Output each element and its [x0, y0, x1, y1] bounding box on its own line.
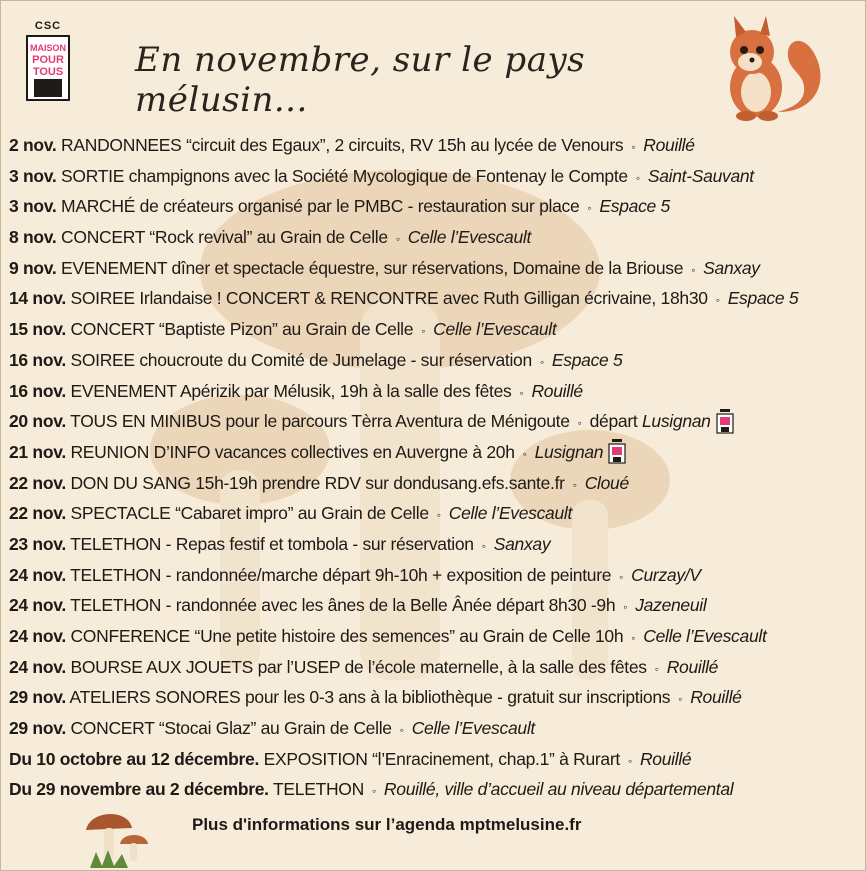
event-row: [9, 161, 859, 192]
event-text: TELETHON - randonnée avec les ânes de la Belle Ânée départ 8h30 -9h: [70, 595, 616, 616]
event-text: TELETHON - Repas festif et tombola - sur réservation: [70, 533, 474, 554]
event-place: Sanxay: [493, 533, 551, 554]
event-date: 8 nov.: [9, 227, 57, 248]
event-text: DON DU SANG 15h-19h prendre RDV sur dondusang.efs.sante.fr: [70, 472, 565, 493]
logo-line-1: MAISON: [30, 43, 66, 53]
event-text: CONCERT “Stocai Glaz” au Grain de Celle: [70, 718, 392, 739]
event-row: [9, 191, 859, 222]
event-text: REUNION D’INFO vacances collectives en Auvergne à 20h: [70, 441, 515, 462]
event-date: 29 nov.: [9, 718, 66, 739]
separator-icon: ◦: [519, 385, 524, 400]
logo-m-mark: [34, 79, 62, 97]
event-row: [9, 682, 859, 713]
event-date: 3 nov.: [9, 165, 57, 186]
event-text: SOIREE choucroute du Comité de Jumelage - sur réservation: [70, 349, 532, 370]
event-date: 22 nov.: [9, 503, 66, 524]
event-date: 22 nov.: [9, 472, 66, 493]
separator-icon: ◦: [395, 232, 400, 247]
event-row: [9, 590, 859, 621]
logo-line-3: TOUS: [32, 66, 64, 78]
event-date: 24 nov.: [9, 626, 66, 646]
separator-icon: ◦: [631, 140, 636, 154]
event-text: SORTIE champignons avec la Société Mycologique de Fontenay le Compte: [61, 165, 628, 186]
event-place: Celle l’Evescault: [433, 319, 557, 340]
separator-icon: ◦: [371, 784, 376, 799]
event-place: Sanxay: [703, 257, 760, 278]
logo-line-2: POUR: [32, 54, 64, 66]
event-place: Rouillé, ville d’accueil au niveau départemental: [383, 779, 734, 800]
separator-icon: ◦: [654, 661, 659, 676]
event-row: [9, 314, 859, 345]
event-row: [9, 560, 859, 591]
squirrel-illustration: [716, 12, 826, 124]
event-date: 15 nov.: [9, 319, 66, 340]
separator-icon: ◦: [631, 631, 636, 645]
event-place: Celle l’Evescault: [448, 503, 573, 524]
event-place: Cloué: [584, 472, 629, 493]
event-date: 24 nov.: [9, 564, 66, 585]
event-date: Du 29 novembre au 2 décembre.: [9, 779, 269, 800]
event-text: ATELIERS SONORES pour les 0-3 ans à la bibliothèque - gratuit sur inscriptions: [69, 687, 671, 708]
event-place: Jazeneuil: [635, 595, 707, 616]
event-text: TELETHON - randonnée/marche départ 9h-10h + exposition de peinture: [70, 564, 612, 585]
event-date: 14 nov.: [9, 288, 66, 309]
event-text: CONCERT “Baptiste Pizon” au Grain de Celle: [70, 319, 414, 340]
separator-icon: ◦: [623, 600, 628, 615]
event-row: [9, 713, 859, 744]
event-date: 20 nov.: [9, 411, 66, 432]
event-text: SOIREE Irlandaise ! CONCERT & RENCONTRE avec Ruth Gilligan écrivaine, 18h30: [70, 288, 708, 309]
event-date: 23 nov.: [9, 533, 66, 554]
mushrooms-illustration: [84, 806, 164, 868]
event-date: Du 10 octobre au 12 décembre.: [9, 748, 260, 769]
event-place: Celle l’Evescault: [643, 626, 767, 646]
event-place: Rouillé: [666, 656, 719, 677]
event-place: Celle l’Evescault: [407, 227, 532, 248]
event-row: [9, 529, 859, 560]
event-row: [9, 468, 859, 499]
event-text: CONCERT “Rock revival” au Grain de Celle: [61, 227, 388, 248]
event-place: Rouillé: [531, 380, 583, 401]
separator-icon: ◦: [587, 201, 592, 216]
event-place: Lusignan: [641, 411, 711, 432]
separator-icon: ◦: [691, 262, 696, 277]
page-title: En novembre, sur le pays mélusin...: [135, 40, 586, 120]
event-text: MARCHÉ de créateurs organisé par le PMBC - restauration sur place: [61, 196, 580, 217]
separator-icon: ◦: [619, 569, 624, 584]
mpt-mini-logo-icon: [607, 438, 627, 464]
event-place: Curzay/V: [631, 564, 701, 585]
separator-icon: ◦: [436, 508, 441, 523]
footer-info: Plus d'informations sur l’agenda mptmelusine.fr: [192, 815, 582, 834]
event-row: [9, 283, 859, 314]
separator-icon: ◦: [572, 477, 577, 492]
event-row: [9, 774, 859, 805]
separator-icon: ◦: [539, 354, 544, 369]
separator-icon: ◦: [577, 416, 582, 431]
logo-box: [26, 35, 70, 101]
events-list: [9, 130, 859, 805]
separator-icon: ◦: [481, 538, 486, 553]
event-text: BOURSE AUX JOUETS par l’USEP de l’école maternelle, à la salle des fêtes: [70, 656, 647, 677]
event-text: EXPOSITION “l’Enracinement, chap.1” à Rurart: [263, 748, 620, 769]
event-text: TELETHON: [273, 779, 364, 800]
event-row: [9, 744, 859, 775]
event-text: EVENEMENT dîner et spectacle équestre, sur réservations, Domaine de la Briouse: [61, 257, 684, 278]
event-date: 24 nov.: [9, 595, 66, 616]
event-date: 21 nov.: [9, 441, 66, 462]
separator-icon: ◦: [627, 753, 632, 768]
event-row: [9, 437, 859, 468]
event-date: 3 nov.: [9, 196, 57, 217]
event-text: RANDONNEES “circuit des Egaux”, 2 circuits, RV 15h au lycée de Venours: [61, 135, 624, 155]
event-date: 2 nov.: [9, 135, 57, 155]
event-place: Rouillé: [690, 687, 742, 708]
event-text: CONFERENCE “Une petite histoire des semences” au Grain de Celle 10h: [70, 626, 624, 646]
event-place: Espace 5: [599, 196, 670, 217]
separator-icon: ◦: [635, 170, 640, 185]
maison-pour-tous-logo: [22, 20, 74, 106]
event-place: Espace 5: [727, 288, 799, 309]
event-row: [9, 621, 859, 652]
logo-csc-text: CSC: [34, 20, 62, 32]
event-place-prefix: départ: [589, 411, 638, 432]
event-place: Espace 5: [551, 349, 623, 370]
separator-icon: ◦: [421, 324, 426, 339]
event-text: EVENEMENT Apérizik par Mélusik, 19h à la salle des fêtes: [70, 380, 512, 401]
event-row: [9, 406, 859, 437]
mpt-mini-logo-icon: [715, 408, 735, 434]
event-row: [9, 222, 859, 253]
event-row: [9, 345, 859, 376]
event-row: [9, 498, 859, 529]
event-row: [9, 652, 859, 683]
event-place: Saint-Sauvant: [647, 165, 754, 186]
event-text: SPECTACLE “Cabaret impro” au Grain de Celle: [70, 503, 429, 524]
event-date: 16 nov.: [9, 349, 66, 370]
event-place: Rouillé: [643, 135, 695, 155]
event-place: Rouillé: [639, 748, 692, 769]
event-text: TOUS EN MINIBUS pour le parcours Tèrra Aventura de Ménigoute: [70, 411, 570, 432]
separator-icon: ◦: [399, 723, 404, 738]
event-row: [9, 130, 859, 161]
separator-icon: ◦: [715, 293, 720, 308]
separator-icon: ◦: [522, 446, 527, 461]
event-date: 16 nov.: [9, 380, 66, 401]
event-place: Celle l’Evescault: [411, 718, 535, 739]
event-date: 24 nov.: [9, 656, 66, 677]
event-date: 29 nov.: [9, 687, 66, 708]
event-place: Lusignan: [534, 441, 604, 462]
event-date: 9 nov.: [9, 257, 57, 278]
event-row: [9, 376, 859, 407]
separator-icon: ◦: [678, 692, 683, 707]
event-row: [9, 253, 859, 284]
